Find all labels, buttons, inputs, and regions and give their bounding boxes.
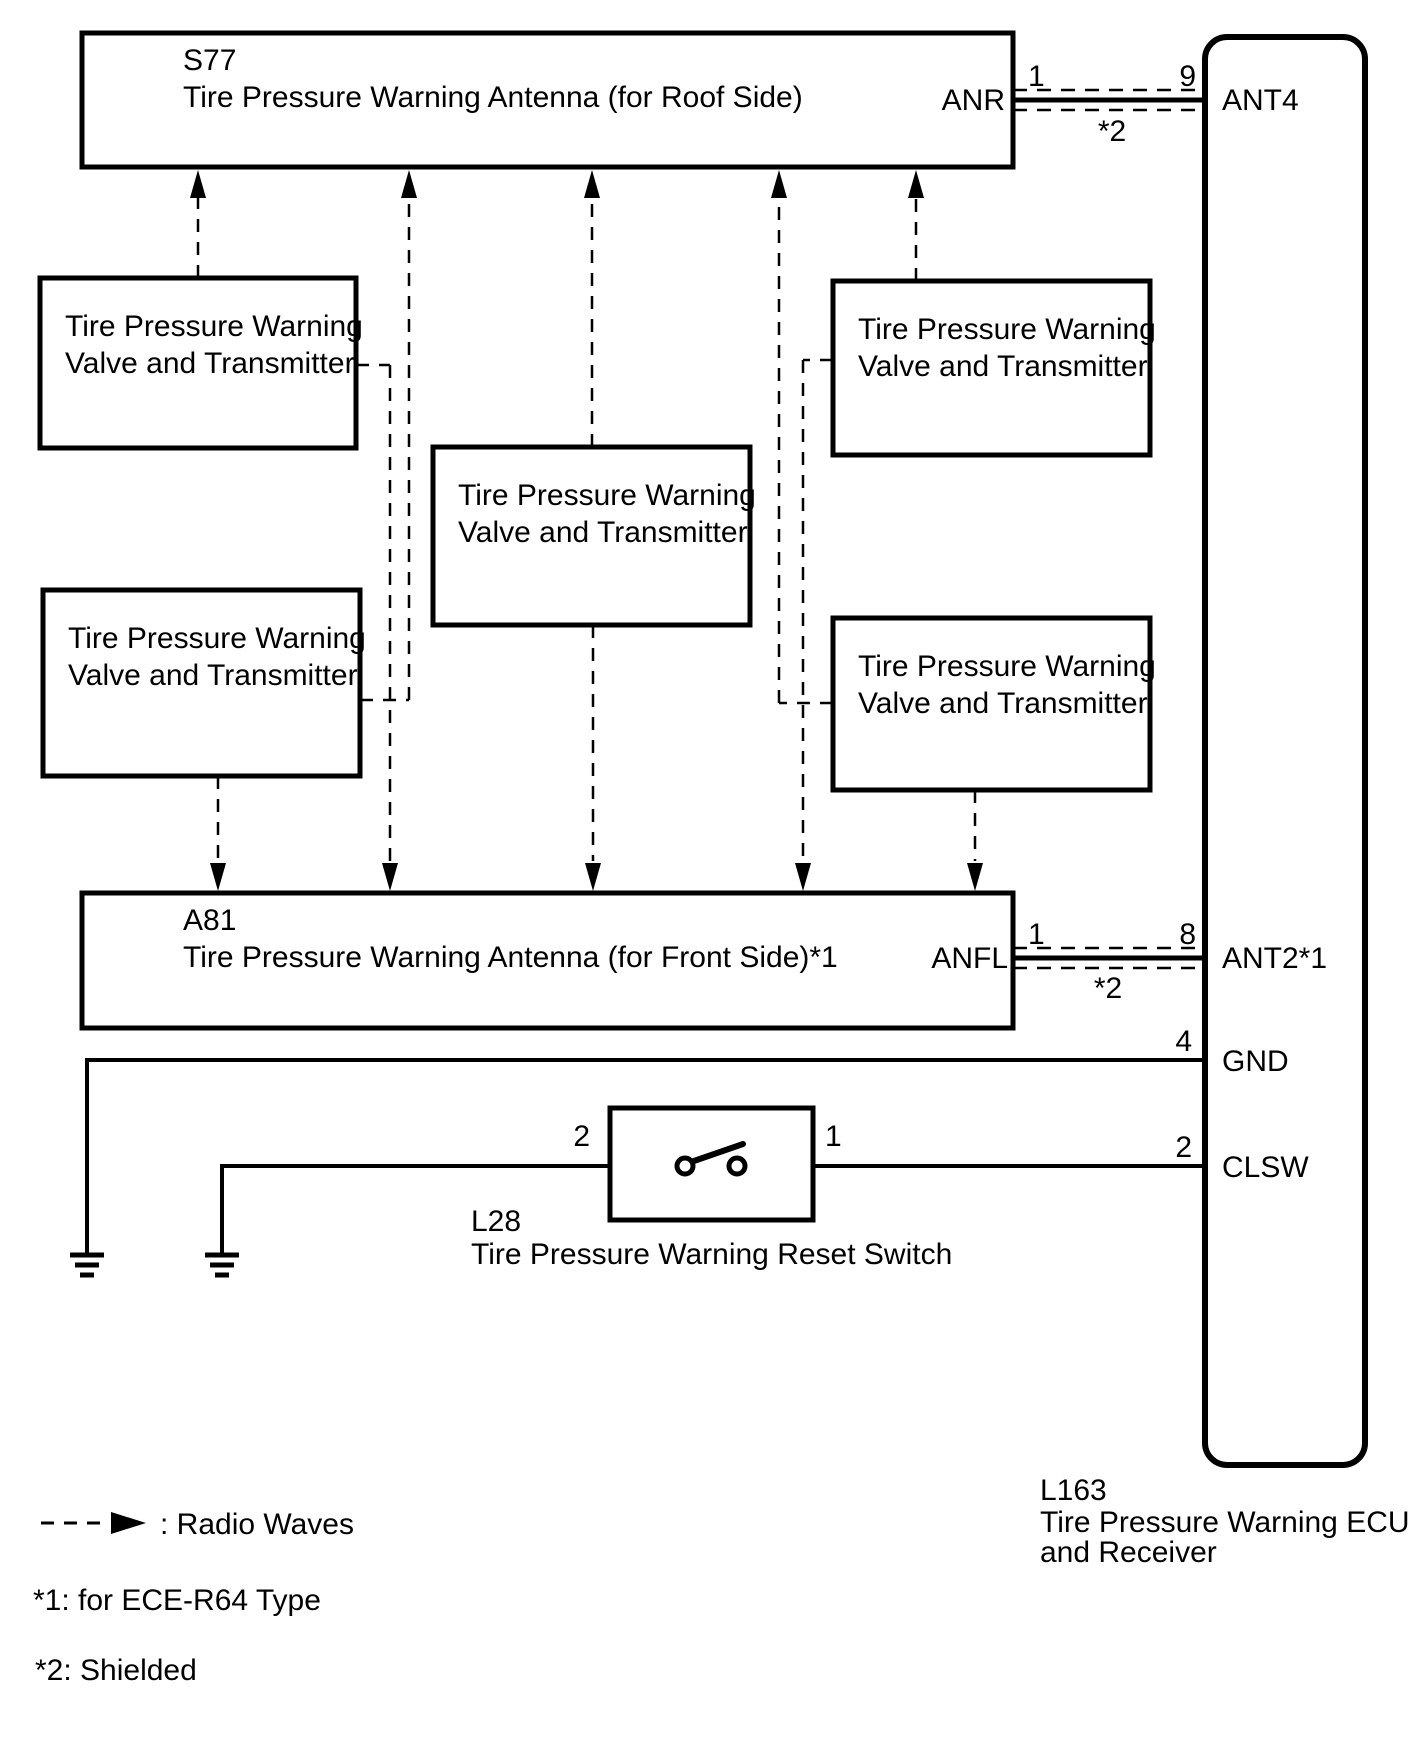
front-antenna-terminal-label: ANFL <box>931 942 1008 975</box>
down-arrowhead-1 <box>210 863 226 891</box>
valve-box-rear-right <box>833 618 1156 790</box>
valve-label-line1: Tire Pressure Warning <box>858 650 1156 683</box>
ecu-pin-clsw-label: CLSW <box>1222 1151 1309 1184</box>
anr-pin-number: 1 <box>1028 60 1045 93</box>
radio-down-4 <box>803 360 833 861</box>
down-arrowhead-5 <box>967 863 983 891</box>
ecu-name-line1: Tire Pressure Warning ECU <box>1040 1506 1410 1539</box>
up-arrowhead-2 <box>401 170 417 198</box>
clsw-pin-number: 2 <box>1175 1131 1192 1164</box>
front-antenna-code: A81 <box>183 904 237 937</box>
front-antenna-name: Tire Pressure Warning Antenna (for Front Side)*1 <box>183 941 838 974</box>
valve-label-line2: Valve and Transmitter <box>858 350 1148 383</box>
footnote-2: *2: Shielded <box>35 1654 197 1687</box>
anfl-pin-number: 1 <box>1028 918 1045 951</box>
down-arrowhead-3 <box>585 863 601 891</box>
switch-contact-right <box>729 1158 745 1174</box>
up-arrowhead-3 <box>584 170 600 198</box>
valve-label-line1: Tire Pressure Warning <box>858 313 1156 346</box>
ecu-box <box>1205 37 1365 1465</box>
valve-label-line1: Tire Pressure Warning <box>68 622 366 655</box>
valve-label-line1: Tire Pressure Warning <box>65 310 363 343</box>
footnote-1: *1: for ECE-R64 Type <box>33 1584 321 1617</box>
ground-symbol-switch <box>205 1255 239 1275</box>
down-arrowhead-4 <box>795 863 811 891</box>
valve-label-line2: Valve and Transmitter <box>858 687 1148 720</box>
up-arrowhead-1 <box>190 170 206 198</box>
gnd-pin-number: 4 <box>1175 1025 1192 1058</box>
ant2-pin-number: 8 <box>1179 918 1196 951</box>
valve-label-line2: Valve and Transmitter <box>65 347 355 380</box>
radio-up-2 <box>360 196 409 700</box>
up-arrowhead-5 <box>908 170 924 198</box>
valve-box-spare <box>433 447 756 625</box>
switch-pin-right: 1 <box>825 1120 842 1153</box>
roof-antenna-terminal-label: ANR <box>941 84 1005 117</box>
up-arrowhead-4 <box>771 170 787 198</box>
reset-switch-code: L28 <box>471 1205 522 1238</box>
ecu-name-line2: and Receiver <box>1040 1536 1217 1569</box>
roof-antenna-code: S77 <box>183 44 237 77</box>
radio-up-4 <box>779 196 833 703</box>
reset-switch-name: Tire Pressure Warning Reset Switch <box>471 1238 953 1271</box>
roof-antenna-name: Tire Pressure Warning Antenna (for Roof Side) <box>183 81 803 114</box>
reset-switch-box <box>610 1108 813 1220</box>
switch-pin-left: 2 <box>573 1120 590 1153</box>
legend-radio-waves-label: : Radio Waves <box>160 1508 354 1541</box>
shield-marker-bottom: *2 <box>1093 972 1123 1005</box>
valve-box-rear-left <box>43 590 366 776</box>
valve-label-line2: Valve and Transmitter <box>68 659 358 692</box>
ground-symbol-left <box>70 1255 104 1275</box>
ecu-pin-ant4-label: ANT4 <box>1222 84 1299 117</box>
ecu-pin-gnd-label: GND <box>1222 1045 1289 1078</box>
valve-box-front-right <box>833 281 1156 455</box>
down-arrowhead-2 <box>382 863 398 891</box>
shield-marker-top: *2 <box>1097 115 1127 148</box>
ecu-code: L163 <box>1040 1474 1107 1507</box>
legend-radio-waves <box>41 1508 354 1541</box>
switch-contact-left <box>677 1158 693 1174</box>
valve-label-line2: Valve and Transmitter <box>458 516 748 549</box>
legend-arrowhead-icon <box>111 1512 146 1534</box>
ecu-pin-ant2-label: ANT2*1 <box>1222 942 1328 975</box>
valve-box-front-left <box>40 278 363 448</box>
valve-label-line1: Tire Pressure Warning <box>458 479 756 512</box>
ant4-pin-number: 9 <box>1179 60 1196 93</box>
